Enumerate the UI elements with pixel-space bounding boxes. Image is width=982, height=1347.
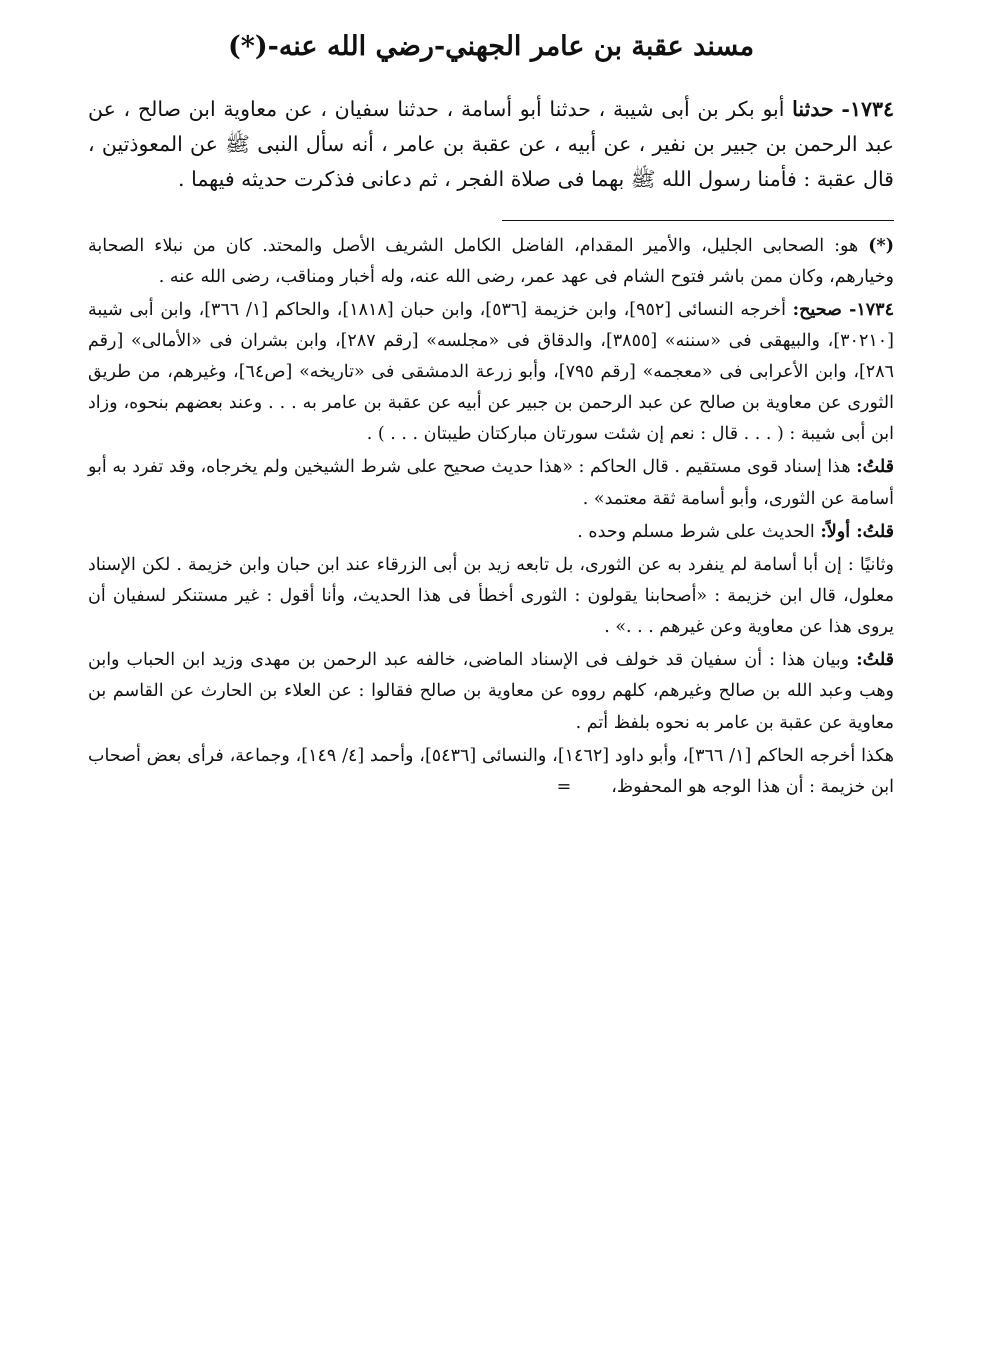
hadith-number: ١٧٣٤- <box>841 96 894 121</box>
hadith-text: أبو بكر بن أبى شيبة ، حدثنا أبو أسامة ، حدثنا سفيان ، عن معاوية ابن صالح ، عن عبد الرحمن بن جبير بن نفير ، عن أبيه ، عن عقبة بن عامر ، أنه سأل النبى ﷺ عن المعوذتين ، قال عقبة : فأمنا رسول الله ﷺ بهما فى صلاة الفجر ، ثم دعانى فذكرت حديثه فيهما . <box>88 96 894 192</box>
hadith-lead: حدثنا <box>792 96 834 121</box>
hadith-paragraph <box>88 92 894 198</box>
continuation-mark: = <box>556 776 572 797</box>
footnote-text: أخرجه النسائى [٩٥٢]، وابن خزيمة [٥٣٦]، وابن حبان [١٨١٨]، والحاكم [١/ ٣٦٦]، وابن أبى شيبة [٣٠٢١٠]، والبيهقى فى «سننه» [٣٨٥٥]، والدقاق فى «مجلسه» [رقم ٢٨٧]، وابن بشران فى «الأمالى» [رقم ٢٨٦]، وابن الأعرابى فى «معجمه» [رقم ٧٩٥]، وأبو زرعة الدمشقى فى «تاريخه» [ص٦٤]، وغيرهم، من طريق الثورى عن معاوية بن صالح عن عبد الرحمن بن جبير عن أبيه عن عقبة بن عامر به . . . وعند بعضهم بنحوه، وزاد ابن أبى شيبة : ( . . . قال : نعم إن شئت سورتان مباركتان طيبتان . . . ) . <box>88 299 894 445</box>
footnote-text: الحديث على شرط مسلم وحده . <box>577 521 821 542</box>
footnote-label: قلتُ: <box>856 457 894 478</box>
footnote-takhrij <box>88 295 894 451</box>
footnote-companion <box>88 231 894 293</box>
page <box>88 30 894 1347</box>
footnote-label: قلتُ: أولاً: <box>820 521 894 542</box>
footnote-text: هكذا أخرجه الحاكم [١/ ٣٦٦]، وأبو داود [١٤٦٢]، والنسائى [٥٤٣٦]، وأحمد [٤/ ١٤٩]، وجماعة، فرأى بعض أصحاب ابن خزيمة : أن هذا الوجه هو المحفوظ، <box>88 745 895 797</box>
footnote-text: وثانيًا : إن أبا أسامة لم ينفرد به عن الثورى، بل تابعه زيد بن أبى الزرقاء عند ابن حبان وابن خزيمة . لكن الإسناد معلول، قال ابن خزيمة : «أصحابنا يقولون : الثورى أخطأ فى هذا الحديث، وأنا أقول : غير مستنكر لسفيان أن يروى هذا عن معاوية وعن غيرهم . . .» . <box>88 554 894 638</box>
footnote-text: هذا إسناد قوى مستقيم . قال الحاكم : «هذا حديث صحيح على شرط الشيخين ولم يخرجاه، وقد تفرد به أبو أسامة عن الثورى، وأبو أسامة ثقة معتمد» . <box>88 457 894 509</box>
footnote-label: (*) <box>868 235 894 256</box>
footnote-divider <box>502 220 894 221</box>
footnote-comment-5 <box>88 741 894 803</box>
footnote-text: وبيان هذا : أن سفيان قد خولف فى الإسناد الماضى، خالفه عبد الرحمن بن مهدى وزيد ابن الحباب وابن وهب وعبد الله بن صالح وغيرهم، كلهم رووه عن معاوية بن صالح فقالوا : عن العلاء بن الحارث عن القاسم بن معاوية عن عقبة بن عامر به نحوه بلفظ أتم . <box>88 650 894 733</box>
footnote-comment-3 <box>88 550 894 643</box>
footnote-label: ١٧٣٤- صحيح: <box>792 299 894 320</box>
footnote-comment-2 <box>88 517 894 548</box>
footnote-comment-1 <box>88 452 894 514</box>
footnote-comment-4 <box>88 645 894 738</box>
footnote-text: هو: الصحابى الجليل، والأمير المقدام، الفاضل الكامل الشريف الأصل والمحتد. كان من نبلاء الصحابة وخيارهم، وكان ممن باشر فتوح الشام فى عهد عمر، رضى الله عنه، وله أخبار ومناقب، رضى الله عنه . <box>88 235 894 287</box>
page-title: مسند عقبة بن عامر الجهني-رضي الله عنه-(*) <box>227 31 755 62</box>
footnote-label: قلتُ: <box>856 650 894 671</box>
